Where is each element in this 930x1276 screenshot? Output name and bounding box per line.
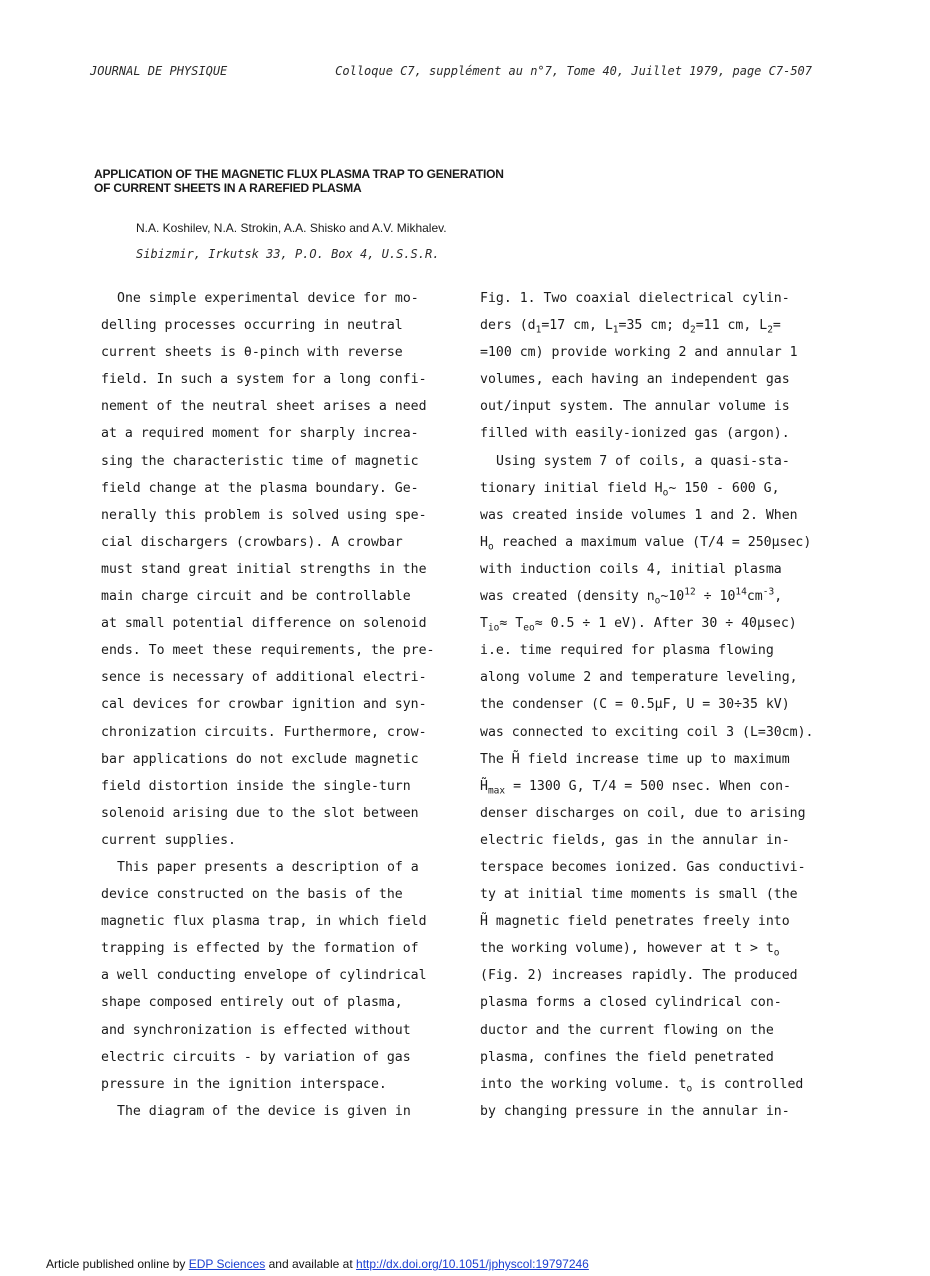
footer-prefix: Article published online by [46, 1257, 186, 1271]
body-line [480, 935, 840, 962]
subscript: eo [523, 622, 535, 634]
issue-info [335, 64, 812, 78]
body-line: at a required moment for sharply increa- [101, 426, 419, 442]
subscript: 2 [689, 324, 696, 336]
text-run: ≈ 0.5 ÷ 1 eV). After 30 ÷ 40μsec) [534, 616, 797, 632]
body-line: sence is necessary of additional electri- [101, 670, 427, 686]
text-run: is controlled [692, 1076, 804, 1092]
text-run: =11 cm, L [695, 318, 768, 334]
body-line: device constructed on the basis of the [101, 887, 403, 903]
subscript: 2 [767, 324, 773, 336]
body-line: delling processes occurring in neutral [101, 318, 403, 334]
body-line: terspace becomes ionized. Gas conductivi- [480, 859, 806, 875]
body-line: sing the characteristic time of magnetic [101, 453, 419, 469]
page-number: C7-507 [768, 64, 812, 78]
paper-title [94, 167, 614, 195]
body-line: the condenser (C = 0.5μF, U = 30÷35 kV) [480, 697, 790, 713]
body-line: must stand great initial strengths in the [101, 561, 427, 577]
body-line: chronization circuits. Furthermore, crow- [101, 724, 427, 740]
body-line: by changing pressure in the annular in- [480, 1103, 790, 1119]
text-run: T [480, 616, 488, 632]
superscript: 14 [735, 586, 747, 598]
text-run: cm [746, 589, 763, 605]
body-line [480, 610, 840, 637]
text-run: the working volume), however at t > t [480, 941, 774, 957]
body-line: ty at initial time moments is small (the [480, 887, 798, 903]
text-run: was created (density n [480, 589, 655, 605]
subscript: io [487, 622, 500, 634]
footer-middle: and available at [268, 1257, 353, 1271]
text-run: = [772, 318, 781, 334]
body-line: =100 cm) provide working 2 and annular 1 [480, 345, 798, 361]
publisher-link[interactable]: EDP Sciences [188, 1257, 266, 1271]
body-line: Using system 7 of coils, a quasi-sta- [496, 453, 790, 469]
text-run: tionary initial field H [480, 480, 663, 496]
journal-name: JOURNAL DE PHYSIQUE [90, 64, 228, 78]
text-run: reached a maximum value (T/4 = 250μsec) [493, 534, 812, 550]
title-line-1: APPLICATION OF THE MAGNETIC FLUX PLASMA TRAP TO GENERATION [94, 167, 504, 181]
publication-footer [46, 1257, 589, 1271]
running-head [90, 64, 812, 80]
subscript: o [773, 947, 780, 959]
text-run: =17 cm, L [541, 318, 613, 334]
text-run: =35 cm; d [618, 318, 690, 334]
subscript: 1 [535, 324, 542, 336]
body-line: current sheets is θ-pinch with reverse [101, 345, 403, 361]
body-line: (Fig. 2) increases rapidly. The produced [480, 968, 798, 984]
body-line: One simple experimental device for mo- [117, 291, 419, 306]
body-line [480, 475, 840, 502]
text-run: ~ 150 - 600 G, [668, 480, 780, 496]
title-line-2: OF CURRENT SHEETS IN A RAREFIED PLASMA [94, 181, 362, 195]
body-line [480, 529, 840, 556]
body-line [480, 773, 840, 800]
body-line [480, 1071, 840, 1098]
subscript: 1 [612, 324, 619, 336]
issue-text: Colloque C7, supplément au n°7, Tome 40, Juillet 1979, page [335, 64, 762, 78]
body-line: out/input system. The annular volume is [480, 399, 790, 415]
body-line: This paper presents a description of a [117, 859, 419, 875]
body-line: field change at the plasma boundary. Ge- [101, 480, 419, 496]
body-line: at small potential difference on solenoid [101, 616, 427, 632]
body-line: The H̃ field increase time up to maximum [480, 751, 790, 767]
body-line: field distortion inside the single-turn [101, 778, 411, 794]
superscript: 12 [684, 586, 696, 598]
body-line: Fig. 1. Two coaxial dielectrical cylin- [480, 291, 790, 306]
text-run: into the working volume. t [480, 1076, 687, 1092]
right-column [480, 285, 840, 1125]
subscript: o [654, 595, 661, 607]
body-line: current supplies. [101, 832, 236, 848]
body-line [480, 312, 840, 339]
body-line: main charge circuit and be controllable [101, 589, 411, 605]
body-line: along volume 2 and temperature leveling, [480, 670, 798, 686]
body-line: with induction coils 4, initial plasma [480, 561, 782, 577]
text-run: H [480, 534, 488, 550]
body-line: trapping is effected by the formation of [101, 941, 419, 957]
body-line: was connected to exciting coil 3 (L=30cm). [480, 724, 814, 740]
body-line [480, 583, 840, 610]
body-line: magnetic flux plasma trap, in which field [101, 914, 427, 930]
body-line: plasma, confines the field penetrated [480, 1049, 774, 1065]
body-line: electric circuits - by variation of gas [101, 1049, 411, 1065]
body-line: solenoid arising due to the slot between [101, 805, 419, 821]
superscript: -3 [762, 586, 775, 598]
left-column [101, 285, 451, 1125]
text-run: = 1300 G, T/4 = 500 nsec. When con- [505, 778, 791, 794]
subscript: max [487, 785, 506, 797]
body-line: shape composed entirely out of plasma, [101, 995, 403, 1011]
text-run: ~10 [660, 589, 685, 605]
body-line: nement of the neutral sheet arises a need [101, 399, 427, 415]
body-line: field. In such a system for a long confi- [101, 372, 427, 388]
text-run: , [774, 589, 783, 605]
body-line: cial dischargers (crowbars). A crowbar [101, 534, 403, 550]
subscript: o [662, 487, 669, 499]
doi-link[interactable]: http://dx.doi.org/10.1051/jphyscol:19797246 [356, 1257, 589, 1271]
body-line: filled with easily-ionized gas (argon). [480, 426, 790, 442]
subscript: o [686, 1083, 693, 1095]
text-run: ÷ 10 [695, 589, 736, 605]
affiliation: Sibizmir, Irkutsk 33, P.O. Box 4, U.S.S.R. [136, 247, 440, 261]
text-run: ≈ T [499, 616, 524, 632]
body-line: a well conducting envelope of cylindrical [101, 968, 427, 984]
body-line: ductor and the current flowing on the [480, 1022, 774, 1038]
body-line: pressure in the ignition interspace. [101, 1076, 387, 1092]
body-line: denser discharges on coil, due to arising [480, 805, 806, 821]
body-line: i.e. time required for plasma flowing [480, 643, 774, 659]
body-line: plasma forms a closed cylindrical con- [480, 995, 782, 1011]
body-line: The diagram of the device is given in [117, 1103, 411, 1119]
text-run: H̃ [480, 778, 488, 794]
text-run: ders (d [480, 318, 536, 334]
body-line: cal devices for crowbar ignition and syn- [101, 697, 427, 713]
body-line: was created inside volumes 1 and 2. When [480, 507, 798, 523]
subscript: o [487, 541, 494, 553]
body-line: volumes, each having an independent gas [480, 372, 790, 388]
body-line: bar applications do not exclude magnetic [101, 751, 419, 767]
body-line: electric fields, gas in the annular in- [480, 832, 790, 848]
authors: N.A. Koshilev, N.A. Strokin, A.A. Shisko and A.V. Mikhalev. [136, 221, 447, 235]
body-line: and synchronization is effected without [101, 1022, 411, 1038]
body-line: ends. To meet these requirements, the pre- [101, 643, 435, 659]
body-line: nerally this problem is solved using spe- [101, 507, 427, 523]
body-line: H̃ magnetic field penetrates freely into [480, 914, 790, 930]
